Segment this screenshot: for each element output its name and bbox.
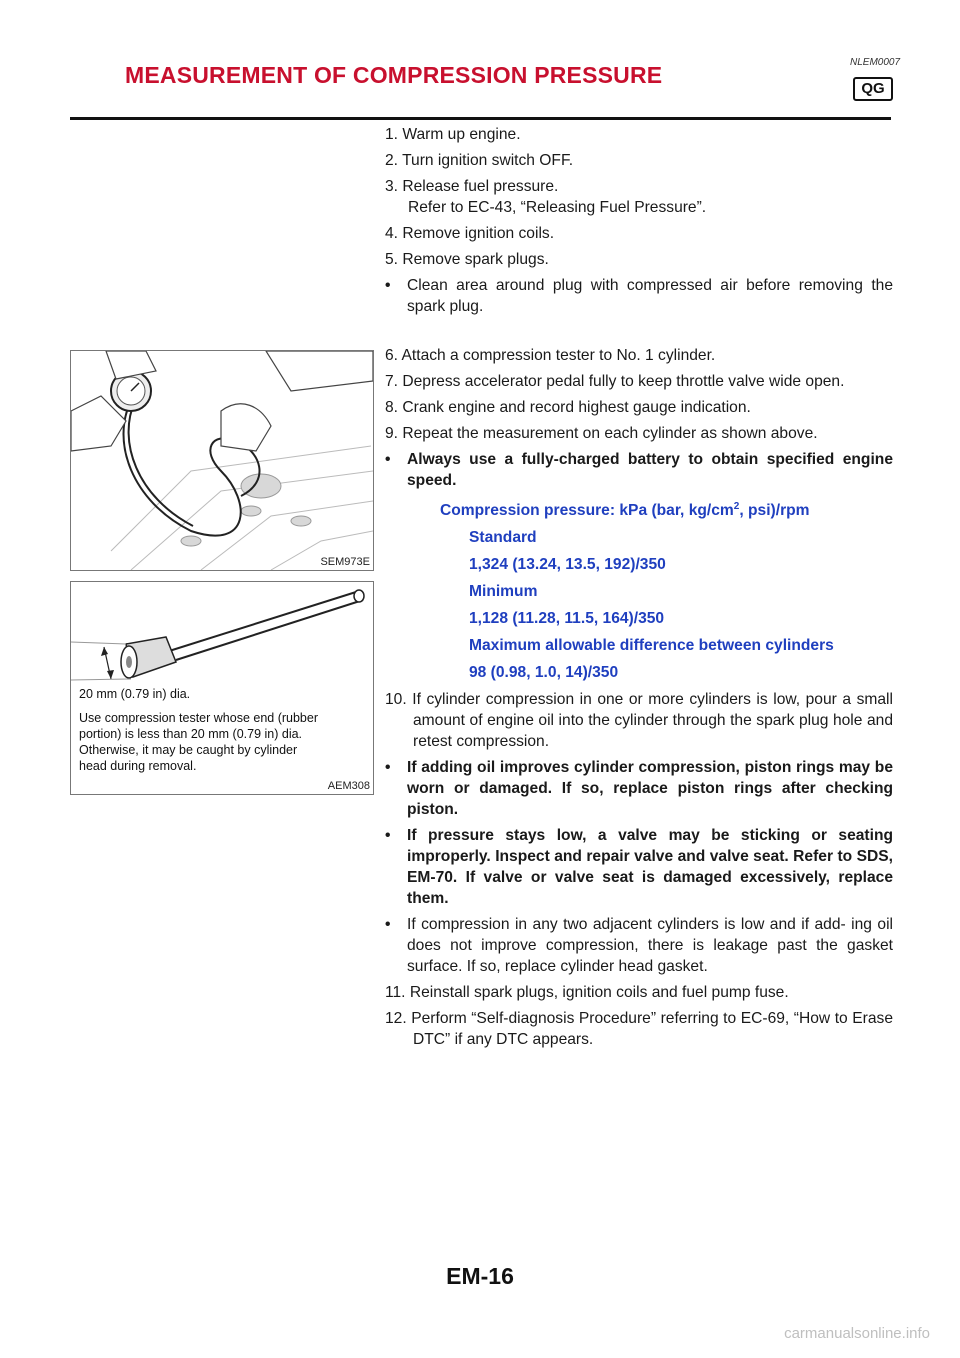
bullet-icon: •: [385, 451, 391, 468]
figure-2-note-line-2: portion) is less than 20 mm (0.79 in) dia.: [79, 727, 303, 741]
bullet-icon: •: [385, 277, 391, 294]
engine-badge: QG: [853, 77, 893, 101]
figure-compression-gauge: [70, 350, 374, 571]
spec-heading: Compression pressure: kPa (bar, $kg/cm^2$, psi)/rpm: [440, 501, 810, 520]
spec-maxdiff-label: Maximum allowable difference between cylinders: [469, 637, 834, 655]
procedure-top: [385, 124, 893, 322]
bullet-battery: • Always use a fully-charged battery to obtain specified engine speed.: [385, 451, 893, 489]
spec-standard-value: 1,324 (13.24, 13.5, 192)/350: [469, 556, 666, 574]
header-rule: [70, 117, 891, 120]
step-3-reference: Refer to EC-43, “Releasing Fuel Pressure”.: [408, 199, 707, 216]
step-1: 1. Warm up engine.: [385, 126, 521, 143]
watermark: carmanualsonline.info: [784, 1325, 930, 1342]
procedure-main: [385, 345, 893, 1055]
compression-gauge-illustration: [71, 351, 373, 570]
step-5: 5. Remove spark plugs.: [385, 251, 549, 268]
step-4: 4. Remove ignition coils.: [385, 225, 555, 242]
bullet-oil-improves: • If adding oil improves cylinder compression, piston rings may be worn or damaged. If so, replace piston rings after checking piston.: [385, 759, 893, 819]
step-6: 6. Attach a compression tester to No. 1 cylinder.: [385, 347, 716, 364]
figure-2-note-line-4: head during removal.: [79, 759, 197, 773]
step-10: 10. If cylinder compression in one or more cylinders is low, pour a small amount of engine oil into the cylinder through the spark plug hole and retest compression.: [385, 691, 893, 751]
figure-2-label: AEM308: [327, 780, 370, 792]
step-2: 2. Turn ignition switch OFF.: [385, 152, 574, 169]
step-8: 8. Crank engine and record highest gauge indication.: [385, 399, 751, 416]
spec-minimum-value: 1,128 (11.28, 11.5, 164)/350: [469, 610, 665, 628]
step-11: 11. Reinstall spark plugs, ignition coils and fuel pump fuse.: [385, 984, 789, 1002]
bullet-pressure-low: • If pressure stays low, a valve may be sticking or seating improperly. Inspect and repair valve and valve seat. Refer to SDS, EM-70. If valve or valve seat is damaged excessively, replace them.: [385, 827, 893, 908]
bullet-clean-area: • Clean area around plug with compressed air before removing the spark plug.: [385, 277, 893, 315]
step-9: 9. Repeat the measurement on each cylinder as shown above.: [385, 425, 818, 442]
figure-2-note-line-1: Use compression tester whose end (rubber: [79, 711, 319, 725]
figure-2-note-line-3: Otherwise, it may be caught by cylinder: [79, 743, 298, 757]
figure-2-dimension: 20 mm (0.79 in) dia.: [79, 687, 191, 701]
reference-code: NLEM0007: [850, 57, 901, 68]
tester-end-illustration: [71, 582, 373, 682]
step-7: 7. Depress accelerator pedal fully to keep throttle valve wide open.: [385, 373, 845, 390]
page-number: EM-16: [446, 1263, 514, 1289]
step-3: 3. Release fuel pressure. Refer to EC-43, “Releasing Fuel Pressure”.: [385, 178, 707, 216]
figure-1-label: SEM973E: [320, 556, 370, 568]
figure-tester-end: [70, 581, 374, 795]
bullet-adjacent-cylinders: • If compression in any two adjacent cylinders is low and if add- ing oil does not improve compression, there is leakage past the gasket surface. If so, replace cylinder head gasket.: [385, 916, 893, 976]
page-title: MEASUREMENT OF COMPRESSION PRESSURE: [125, 62, 663, 88]
bullet-icon: •: [385, 827, 391, 845]
spec-standard-label: Standard: [469, 529, 537, 547]
bullet-icon: •: [385, 916, 391, 934]
step-12: 12. Perform “Self-diagnosis Procedure” referring to EC-69, “How to Erase DTC” if any DTC appears.: [385, 1010, 893, 1049]
bullet-icon: •: [385, 759, 391, 777]
spec-maxdiff-value: 98 (0.98, 1.0, 14)/350: [469, 664, 619, 682]
spec-minimum-label: Minimum: [469, 583, 538, 601]
